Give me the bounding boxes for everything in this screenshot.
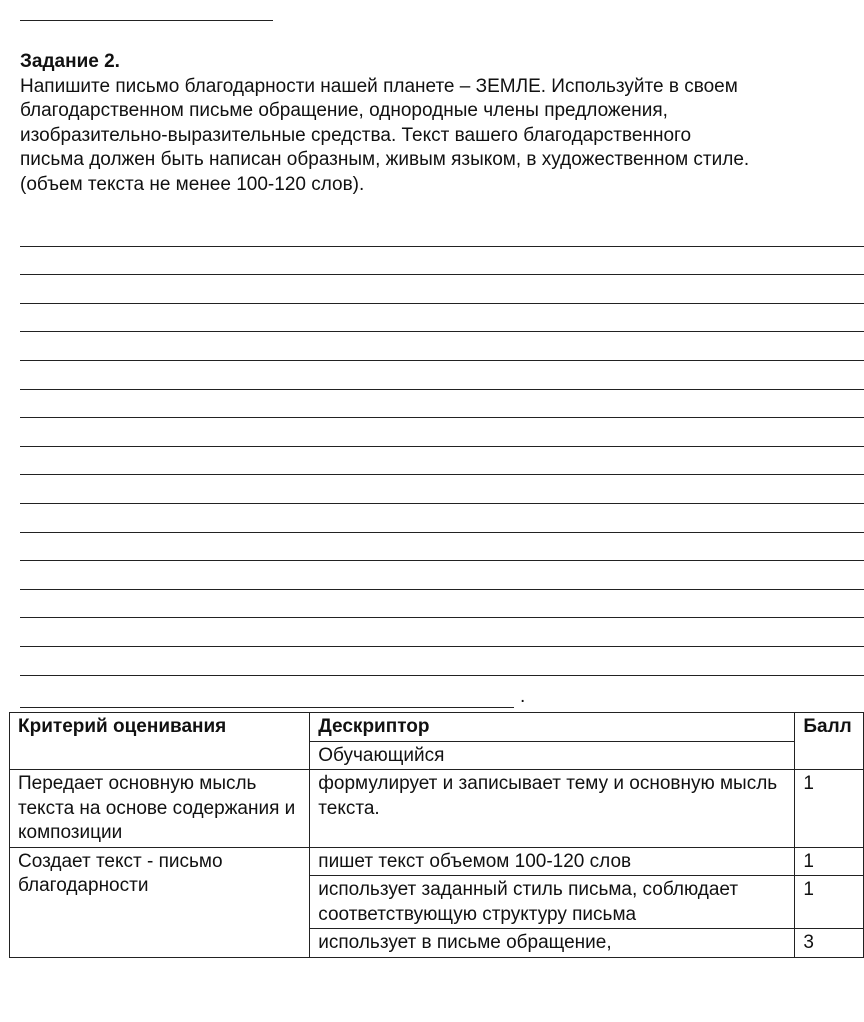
score-cell: 1 [795, 876, 864, 929]
answer-lines[interactable] [20, 218, 864, 676]
table-row [10, 847, 864, 876]
descriptor-cell: формулирует и записывает тему и основную мысль текста. [310, 770, 795, 848]
answer-line[interactable] [20, 361, 864, 390]
table-header-row [10, 713, 864, 742]
answer-line[interactable] [20, 304, 864, 333]
criterion-cell: Создает текст - письмо благодарности [10, 847, 310, 957]
score-cell: 3 [795, 929, 864, 958]
descriptor-subheader: Обучающийся [310, 741, 795, 770]
answer-line[interactable] [20, 247, 864, 276]
answer-line[interactable] [20, 683, 514, 708]
answer-line[interactable] [20, 590, 864, 619]
answer-line[interactable] [20, 418, 864, 447]
task-text-line: благодарственном письме обращение, однородные члены предложения, [20, 100, 668, 121]
answer-line[interactable] [20, 390, 864, 419]
descriptor-cell: пишет текст объемом 100-120 слов [310, 847, 795, 876]
task-text-line: (объем текста не менее 100-120 слов). [20, 173, 365, 195]
answer-line[interactable] [20, 447, 864, 476]
answer-end-mark: . [520, 686, 526, 707]
criterion-cell: Передает основную мысль текста на основе содержания и композиции [10, 770, 310, 848]
answer-line[interactable] [20, 561, 864, 590]
answer-line[interactable] [20, 275, 864, 304]
answer-line[interactable] [20, 647, 864, 676]
table-row [10, 770, 864, 848]
descriptor-cell: использует в письме обращение, [310, 929, 795, 958]
answer-line[interactable] [20, 218, 864, 247]
answer-line[interactable] [20, 504, 864, 533]
top-rule [20, 20, 273, 21]
task-text [20, 75, 860, 198]
task-text-line: Напишите письмо благодарности нашей планете – ЗЕМЛЕ. Используйте в своем [20, 75, 738, 97]
task-text-line: изобразительно-выразительные средства. Текст вашего благодарственного [20, 124, 692, 146]
task-title: Задание 2. [20, 51, 120, 72]
answer-line[interactable] [20, 332, 864, 361]
answer-last-line[interactable] [20, 683, 540, 709]
score-cell: 1 [795, 770, 864, 848]
task-block [20, 50, 860, 197]
score-cell: 1 [795, 847, 864, 876]
descriptor-cell: использует заданный стиль письма, соблюдает соответствующую структуру письма [310, 876, 795, 929]
task-text-line: письма должен быть написан образным, живым языком, в художественном стиле. [20, 149, 750, 170]
answer-line[interactable] [20, 618, 864, 647]
header-score: Балл [795, 713, 864, 770]
header-criterion: Критерий оценивания [10, 713, 310, 770]
header-descriptor: Дескриптор [310, 713, 795, 742]
answer-line[interactable] [20, 533, 864, 562]
assessment-table [9, 712, 864, 958]
answer-line[interactable] [20, 475, 864, 504]
